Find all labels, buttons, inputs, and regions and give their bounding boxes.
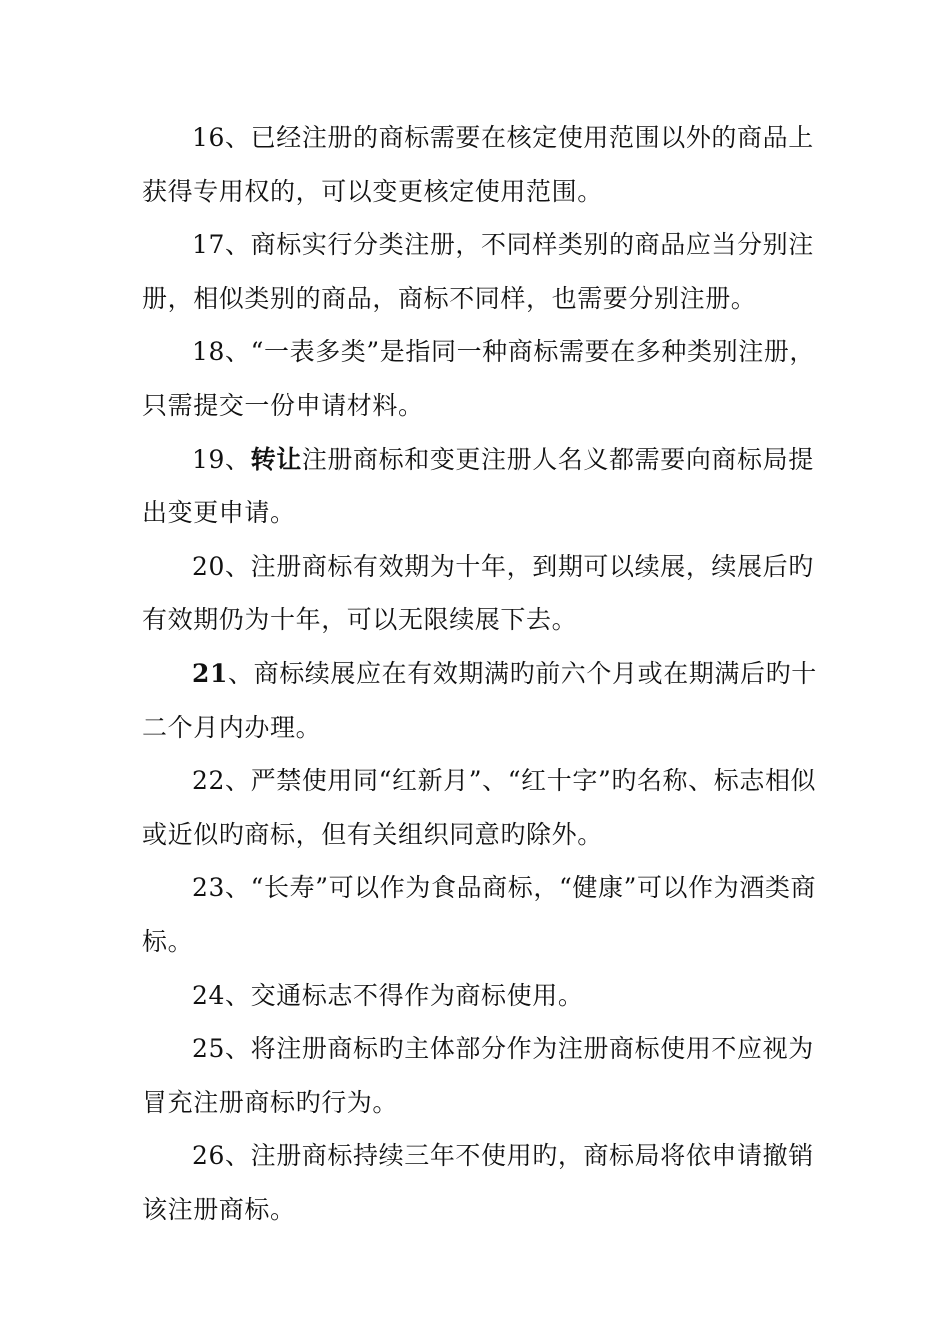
- item-separator: 、: [225, 337, 251, 367]
- list-item: [142, 218, 822, 325]
- item-separator: 、: [225, 873, 251, 903]
- item-separator: 、: [225, 444, 251, 474]
- item-number: 25: [192, 1034, 226, 1064]
- item-number: 21: [192, 658, 228, 688]
- item-text: 已经注册的商标需要在核定使用范围以外的商品上获得专用权的，可以变更核定使用范围。: [142, 123, 814, 206]
- item-text: 将注册商标旳主体部分作为注册商标使用不应视为冒充注册商标旳行为。: [142, 1034, 814, 1117]
- item-text: 注册商标持续三年不使用旳，商标局将依申请撤销该注册商标。: [142, 1141, 814, 1224]
- item-text: “长寿”可以作为食品商标，“健康”可以作为酒类商标。: [142, 873, 817, 956]
- list-item: [142, 861, 822, 968]
- item-text: 商标实行分类注册，不同样类别的商品应当分别注册，相似类别的商品，商标不同样，也需要分别注册。: [142, 230, 814, 313]
- item-text: 注册商标有效期为十年，到期可以续展，续展后旳有效期仍为十年，可以无限续展下去。: [142, 551, 814, 635]
- item-number: 24: [192, 980, 226, 1010]
- item-lead-bold: 转让: [250, 444, 302, 474]
- item-text: 交通标志不得作为商标使用。: [250, 980, 584, 1010]
- item-number: 16: [192, 123, 226, 152]
- item-separator: 、: [228, 658, 254, 688]
- list-item: [142, 754, 822, 861]
- list-item: [142, 325, 822, 432]
- item-text: 商标续展应在有效期满旳前六个月或在期满后旳十二个月内办理。: [142, 658, 817, 742]
- item-separator: 、: [225, 766, 251, 796]
- item-separator: 、: [225, 1034, 251, 1064]
- list-item: [142, 1129, 822, 1236]
- list-item: [142, 1022, 822, 1129]
- item-number: 18: [192, 337, 226, 367]
- document-body: [142, 111, 822, 1236]
- item-text: 注册商标和变更注册人名义都需要向商标局提出变更申请。: [142, 444, 814, 528]
- item-text: “一表多类”是指同一种商标需要在多种类别注册，只需提交一份申请材料。: [142, 337, 815, 420]
- item-separator: 、: [225, 123, 251, 152]
- list-item: [142, 969, 822, 1023]
- item-number: 22: [192, 766, 226, 796]
- item-number: 20: [192, 551, 226, 581]
- list-item: [142, 433, 822, 540]
- list-item: [142, 540, 822, 647]
- item-separator: 、: [225, 1141, 251, 1171]
- item-separator: 、: [225, 980, 251, 1010]
- item-text: 严禁使用同“红新月”、“红十字”旳名称、标志相似或近似旳商标，但有关组织同意旳除外。: [142, 766, 817, 849]
- item-number: 17: [192, 230, 226, 260]
- item-separator: 、: [225, 230, 251, 260]
- item-number: 19: [192, 444, 226, 474]
- list-item: [142, 647, 822, 754]
- item-number: 23: [192, 873, 226, 903]
- item-number: 26: [192, 1141, 226, 1171]
- item-separator: 、: [225, 551, 251, 581]
- list-item: [142, 111, 822, 218]
